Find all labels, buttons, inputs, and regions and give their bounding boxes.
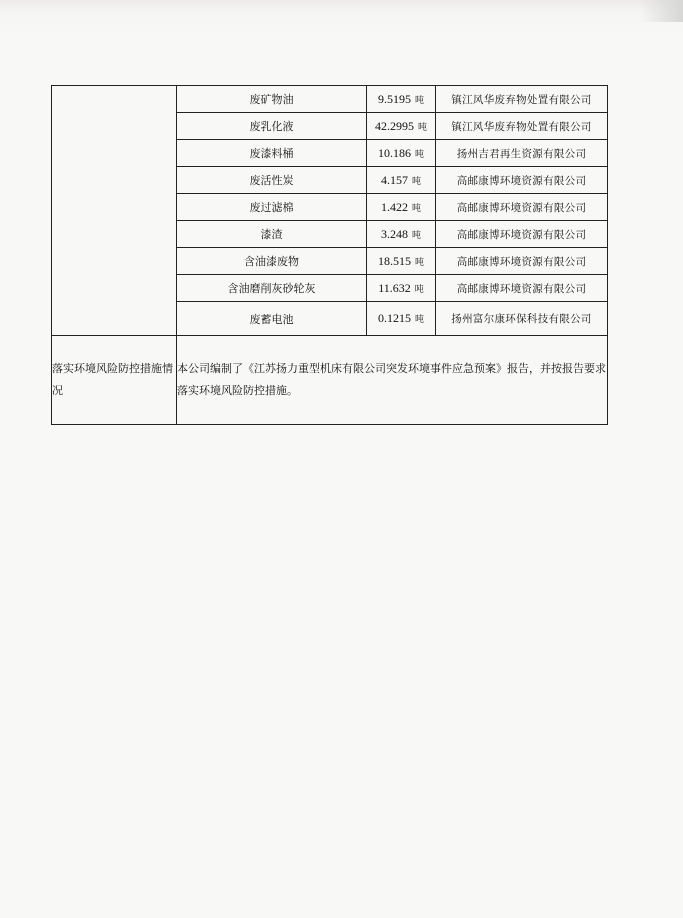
waste-amount: 4.157 — [380, 172, 408, 187]
disposal-company: 扬州吉君再生资源有限公司 — [436, 140, 608, 167]
waste-unit: 吨 — [414, 95, 424, 106]
disposal-company: 高邮康博环境资源有限公司 — [436, 248, 608, 275]
waste-amount-cell — [367, 194, 436, 221]
disposal-company: 高邮康博环境资源有限公司 — [436, 275, 608, 302]
waste-unit: 吨 — [411, 203, 421, 214]
waste-amount-cell — [367, 248, 436, 275]
waste-name: 废活性炭 — [177, 167, 367, 194]
waste-name: 含油漆废物 — [177, 248, 367, 275]
waste-amount-cell — [367, 86, 436, 113]
waste-unit: 吨 — [414, 284, 424, 295]
waste-unit: 吨 — [414, 257, 424, 268]
waste-amount-cell — [367, 275, 436, 302]
waste-amount: 42.2995 — [374, 118, 414, 133]
waste-amount-cell — [367, 167, 436, 194]
waste-name: 废蓄电池 — [177, 302, 367, 336]
risk-measures-label: 落实环境风险防控措施情况 — [52, 336, 177, 425]
waste-amount: 11.632 — [378, 280, 411, 295]
waste-amount-cell — [367, 221, 436, 248]
waste-name: 废矿物油 — [177, 86, 367, 113]
waste-name: 含油磨削灰砂轮灰 — [177, 275, 367, 302]
waste-amount: 1.422 — [380, 199, 408, 214]
table-row — [52, 86, 608, 113]
waste-name: 漆渣 — [177, 221, 367, 248]
waste-unit: 吨 — [411, 230, 421, 241]
disposal-company: 高邮康博环境资源有限公司 — [436, 194, 608, 221]
waste-unit: 吨 — [414, 149, 424, 160]
waste-unit: 吨 — [411, 176, 421, 187]
waste-amount: 0.1215 — [377, 311, 411, 325]
waste-amount: 9.5195 — [377, 91, 411, 106]
waste-amount: 3.248 — [380, 226, 408, 241]
scan-edge-shadow — [640, 0, 683, 22]
waste-amount: 10.186 — [377, 145, 411, 160]
disposal-company: 镇江风华废弃物处置有限公司 — [436, 86, 608, 113]
risk-measures-text: 本公司编制了《江苏扬力重型机床有限公司突发环境事件应急预案》报告，并按报告要求落实环境风险防控措施。 — [177, 336, 608, 425]
disposal-company: 高邮康博环境资源有限公司 — [436, 221, 608, 248]
disposal-company: 高邮康博环境资源有限公司 — [436, 167, 608, 194]
risk-measures-row — [52, 336, 608, 425]
waste-name: 废漆料桶 — [177, 140, 367, 167]
disposal-company: 扬州富尔康环保科技有限公司 — [436, 302, 608, 336]
waste-amount: 18.515 — [377, 253, 411, 268]
disposal-company: 镇江风华废弃物处置有限公司 — [436, 113, 608, 140]
waste-unit: 吨 — [414, 315, 424, 325]
waste-name: 废过滤棉 — [177, 194, 367, 221]
hazardous-waste-table — [51, 85, 608, 425]
waste-amount-cell — [367, 140, 436, 167]
waste-amount-cell — [367, 113, 436, 140]
waste-unit: 吨 — [417, 122, 427, 133]
merged-empty-cell — [52, 86, 177, 336]
waste-name: 废乳化液 — [177, 113, 367, 140]
waste-amount-cell — [367, 302, 436, 336]
